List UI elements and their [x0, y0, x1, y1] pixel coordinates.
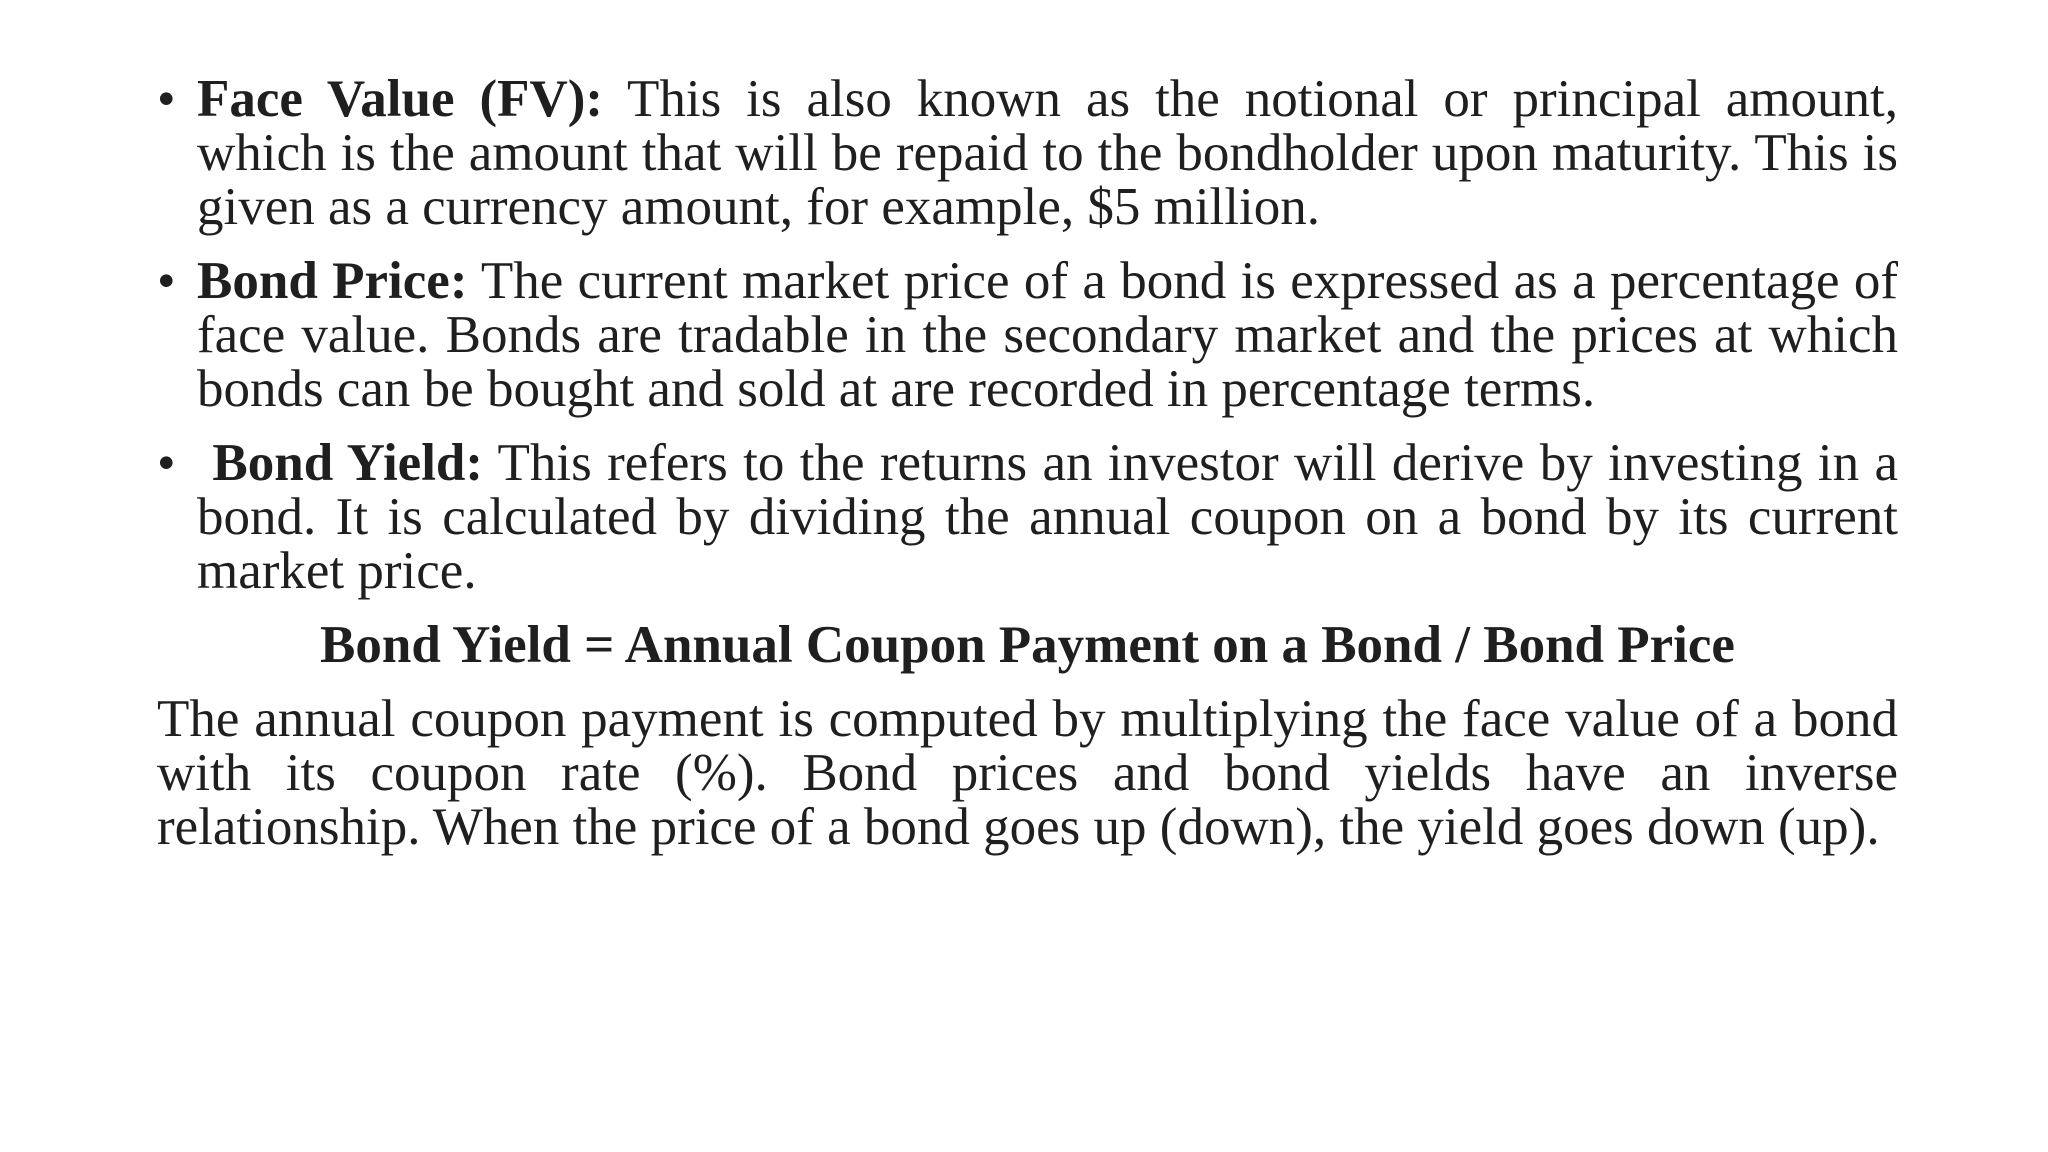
definition-text: The current market price of a bond is expressed as a percentage of face value. Bonds are tradable in the secondary market and the prices at which bonds can be bought and sold at are recorded in percentage terms.	[197, 252, 1898, 418]
definition-face-value	[157, 72, 1898, 234]
term-face-value: Face Value (FV):	[197, 70, 604, 128]
definition-text: This refers to the returns an investor will derive by investing in a bond. It is calculated by dividing the annual coupon on a bond by its current market price.	[197, 434, 1898, 600]
bullet-icon: •	[157, 434, 176, 492]
definition-text: This is also known as the notional or principal amount, which is the amount that will be repaid to the bondholder upon maturity. This is given as a currency amount, for example, $5 million.	[197, 70, 1898, 236]
definition-bond-yield	[157, 436, 1898, 598]
bullet-icon: •	[157, 252, 176, 310]
term-bond-price: Bond Price:	[197, 252, 468, 310]
definition-bond-price	[157, 254, 1898, 416]
term-bond-yield: Bond Yield:	[197, 434, 484, 492]
bond-yield-formula: Bond Yield = Annual Coupon Payment on a Bond / Bond Price	[320, 616, 1735, 674]
bullet-icon: •	[157, 70, 176, 128]
definition-list	[157, 72, 1898, 598]
body-paragraph: The annual coupon payment is computed by multiplying the face value of a bond with its coupon rate (%). Bond prices and bond yields have an inverse relationship. When the price of a bond goes up (down), the yield goes down (up).	[157, 690, 1898, 856]
